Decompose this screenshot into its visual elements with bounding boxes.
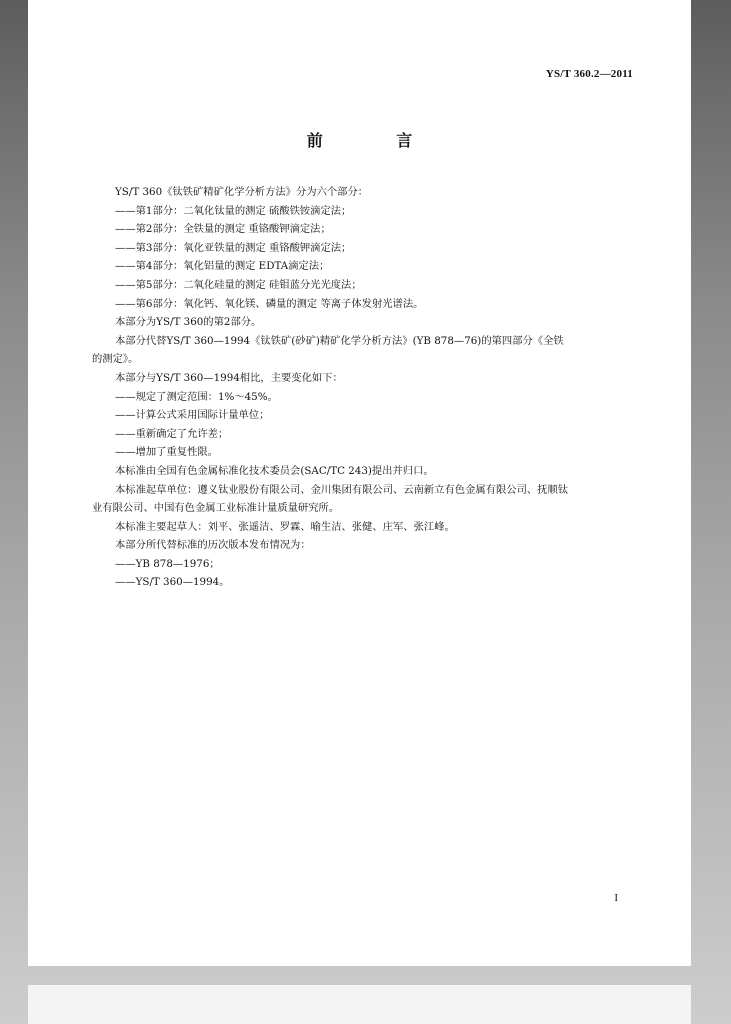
paragraph-replaces-line2: 的测定》。 (92, 353, 139, 366)
list-item-change-3: ——重新确定了允许差； (115, 427, 229, 440)
paragraph-drafting-units-line2: 业有限公司、中国有色金属工业标准计量质量研究所。 (92, 502, 340, 515)
list-item-part-5: ——第5部分：二氧化硅量的测定 硅钼蓝分光光度法； (115, 278, 362, 291)
paragraph-part-statement: 本部分为YS/T 360的第2部分。 (115, 316, 262, 329)
list-item-part-2: ——第2部分：全铁量的测定 重铬酸钾滴定法； (115, 223, 331, 236)
foreword-body (92, 183, 636, 592)
page-title: 前 言 (306, 131, 447, 150)
list-item-history-1: ——YB 878—1976； (115, 557, 220, 570)
list-item-change-4: ——增加了重复性限。 (115, 446, 218, 459)
next-page-edge (28, 985, 691, 1024)
page-number: I (614, 892, 618, 904)
paragraph-changes: 本部分与YS/T 360—1994相比，主要变化如下： (115, 371, 343, 384)
paragraph-drafting-units-line1: 本标准起草单位：遵义钛业股份有限公司、金川集团有限公司、云南新立有色金属有限公司、抚顺钛 (115, 483, 569, 496)
list-item-part-1: ——第1部分：二氧化钛量的测定 硫酸铁铵滴定法； (115, 204, 352, 217)
paragraph-drafters: 本标准主要起草人：刘平、张遥洁、罗霖、喻生洁、张健、庄军、张江峰。 (115, 520, 455, 533)
list-item-change-2: ——计算公式采用国际计量单位； (115, 409, 270, 422)
paragraph-intro: YS/T 360《钛铁矿精矿化学分析方法》分为六个部分： (115, 186, 369, 198)
list-item-part-6: ——第6部分：氧化钙、氧化镁、磷量的测定 等离子体发射光谱法。 (115, 297, 424, 310)
paragraph-history: 本部分所代替标准的历次版本发布情况为： (115, 539, 311, 552)
standard-code: YS/T 360.2—2011 (545, 68, 633, 80)
list-item-history-2: ——YS/T 360—1994。 (115, 576, 230, 589)
list-item-change-1: ——规定了测定范围：1%～45%。 (115, 390, 278, 403)
list-item-part-3: ——第3部分：氧化亚铁量的测定 重铬酸钾滴定法； (115, 241, 352, 254)
paragraph-replaces-line1: 本部分代替YS/T 360—1994《钛铁矿(砂矿)精矿化学分析方法》(YB 878—76)的第四部分《全铁 (115, 334, 564, 347)
paragraph-proposed-by: 本标准由全国有色金属标准化技术委员会(SAC/TC 243)提出并归口。 (115, 464, 434, 477)
document-page (28, 0, 691, 966)
list-item-part-4: ——第4部分：氧化铝量的测定 EDTA滴定法； (115, 260, 330, 273)
